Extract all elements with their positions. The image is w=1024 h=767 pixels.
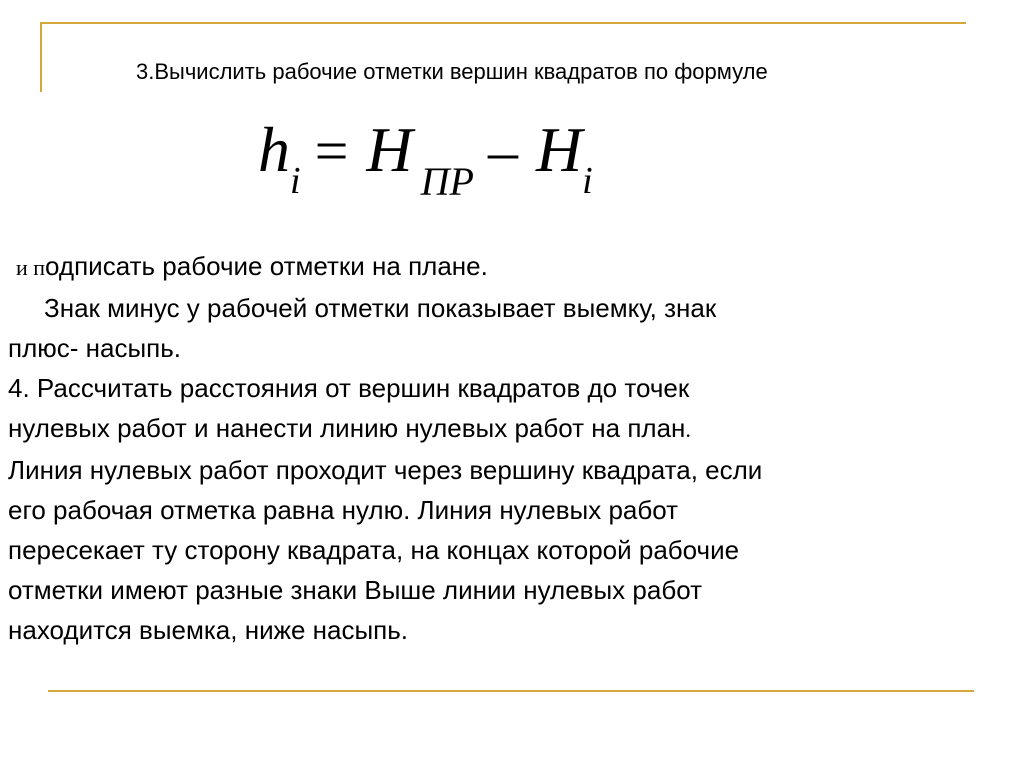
body-line-1-rest: одписать рабочие отметки на плане. (45, 251, 488, 281)
body-line-7: его рабочая отметка равна нулю. Линия нулевых работ (8, 495, 679, 525)
body-line-5-main: нулевых работ и нанести линию нулевых работ на план (8, 413, 686, 443)
body-line-1-prefix: и п (16, 255, 46, 280)
formula-minus: – (487, 118, 518, 184)
body-line-5-period: . (685, 417, 691, 442)
left-decorative-rule (40, 22, 42, 92)
top-decorative-rule (40, 22, 966, 24)
formula-term1-symbol: H (366, 114, 413, 185)
formula (258, 114, 593, 204)
body-line-8: пересекает ту сторону квадрата, на концах которой рабочие (8, 535, 740, 565)
body-line-3: плюс- насыпь. (8, 333, 181, 363)
formula-term2-subscript: i (582, 160, 593, 202)
body-line-2: Знак минус у рабочей отметки показывает выемку, знак (44, 293, 717, 323)
slide-body-text (8, 246, 1008, 650)
body-line-4: 4. Рассчитать расстояния от вершин квадратов до точек (8, 373, 690, 403)
body-line-1 (8, 246, 1008, 288)
bottom-decorative-rule (48, 690, 974, 692)
formula-lhs-symbol: h (258, 114, 290, 185)
body-line-10: находится выемка, ниже насыпь. (8, 615, 409, 645)
body-line-6: Линия нулевых работ проходит через вершину квадрата, если (8, 455, 763, 485)
formula-term2-symbol: H (535, 114, 583, 185)
formula-lhs-subscript: i (290, 160, 301, 202)
body-line-9: отметки имеют разные знаки Выше линии нулевых работ (8, 575, 703, 605)
slide-heading: 3.Вычислить рабочие отметки вершин квадратов по формуле (136, 59, 768, 84)
formula-term1-subscript: ПР (420, 159, 474, 204)
body-line-5 (8, 408, 1008, 450)
formula-equals: = (314, 118, 349, 184)
